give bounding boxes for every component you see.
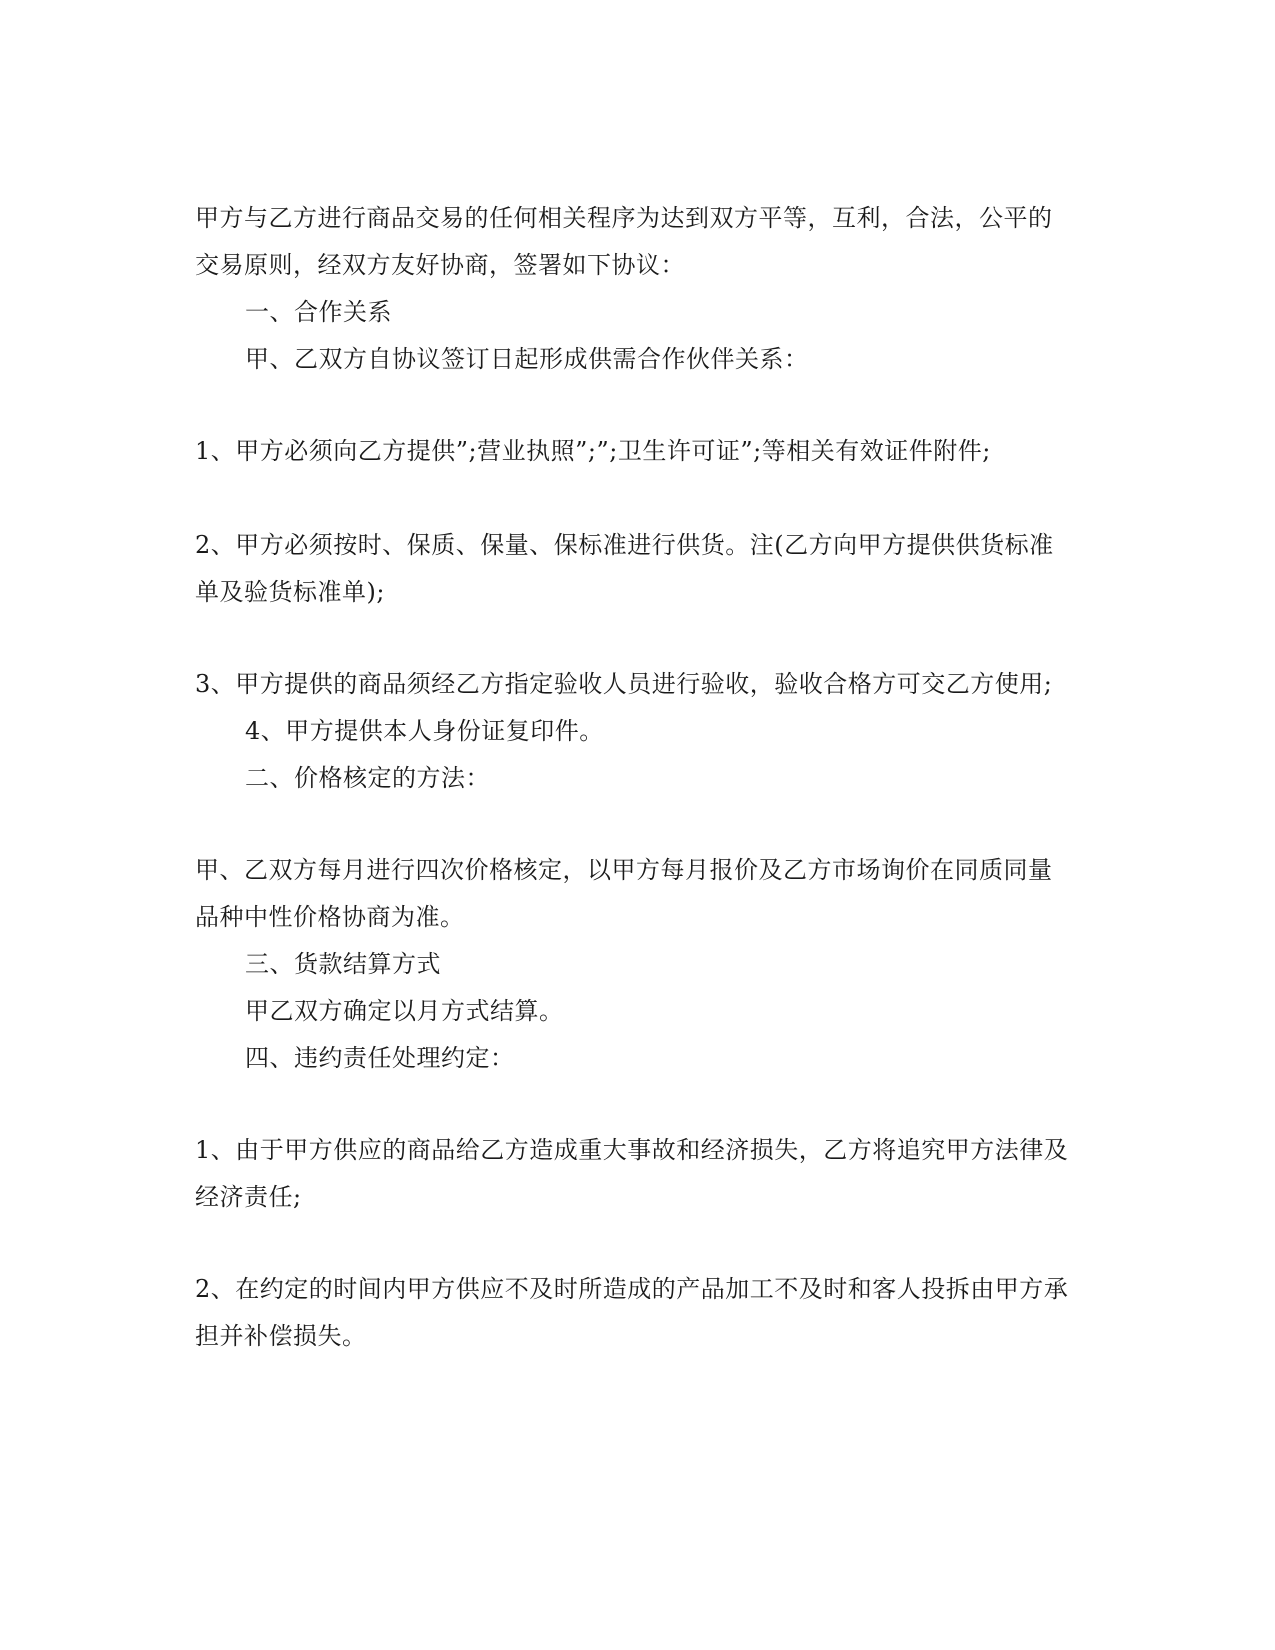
payment-text: 甲乙双方确定以月方式结算。	[245, 997, 564, 1025]
cooperation-text: 甲、乙双方自协议签订日起形成供需合作伙伴关系：	[245, 345, 809, 373]
clause-1-2-line-2: 单及验货标准单);	[195, 578, 385, 606]
clause-4-2-line-2: 担并补偿损失。	[195, 1322, 367, 1350]
clause-4-2-line-1: 2、在约定的时间内甲方供应不及时所造成的产品加工不及时和客人投拆由甲方承	[195, 1275, 1069, 1303]
clause-1-3: 3、甲方提供的商品须经乙方指定验收人员进行验收，验收合格方可交乙方使用;	[195, 670, 1053, 698]
intro-line-1: 甲方与乙方进行商品交易的任何相关程序为达到双方平等，互利，合法，公平的	[195, 204, 1053, 232]
clause-4-1-line-2: 经济责任;	[195, 1183, 302, 1211]
clause-1-1: 1、甲方必须向乙方提供”;营业执照”;”;卫生许可证”;等相关有效证件附件;	[195, 437, 991, 465]
clause-1-2-line-1: 2、甲方必须按时、保质、保量、保标准进行供货。注(乙方向甲方提供供货标准	[195, 531, 1054, 559]
intro-line-2: 交易原则，经双方友好协商，签署如下协议：	[195, 251, 685, 279]
price-text-line-2: 品种中性价格协商为准。	[195, 903, 465, 931]
section-heading-payment: 三、货款结算方式	[245, 950, 441, 978]
section-heading-cooperation: 一、合作关系	[245, 298, 392, 326]
section-heading-price: 二、价格核定的方法：	[245, 764, 490, 792]
price-text-line-1: 甲、乙双方每月进行四次价格核定，以甲方每月报价及乙方市场询价在同质同量	[195, 856, 1053, 884]
section-heading-liability: 四、违约责任处理约定：	[245, 1044, 515, 1072]
clause-4-1-line-1: 1、由于甲方供应的商品给乙方造成重大事故和经济损失，乙方将追究甲方法律及	[195, 1136, 1069, 1164]
clause-1-4: 4、甲方提供本人身份证复印件。	[245, 717, 604, 745]
